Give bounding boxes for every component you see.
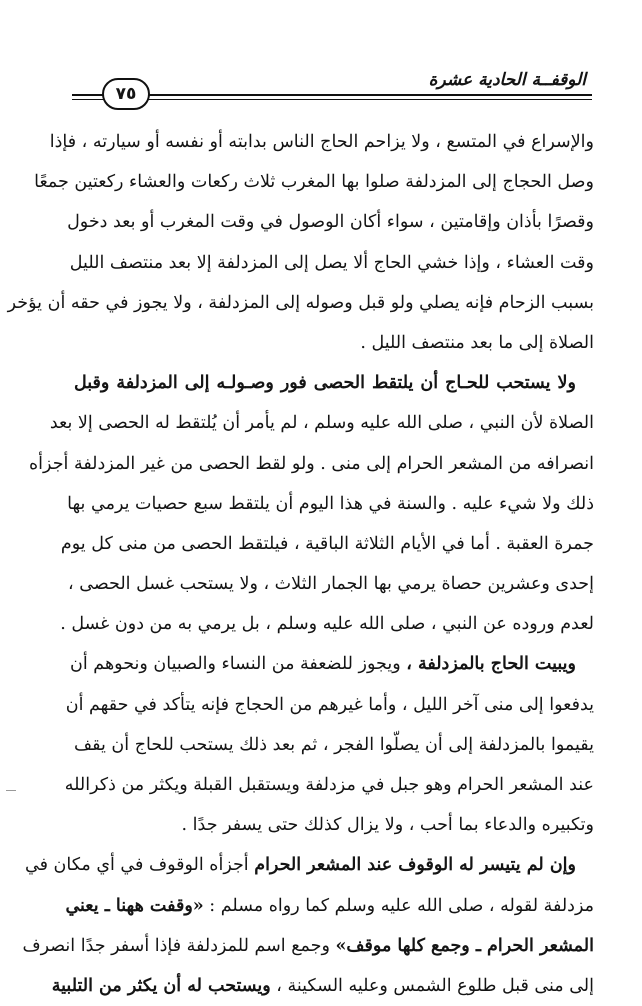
- margin-mark: [6, 790, 16, 791]
- paragraph-lead-line: [70, 644, 594, 684]
- page-number: ٧٥: [102, 78, 150, 110]
- text-line: بسبب الزحام فإنه يصلي ولو قبل وصوله إلى المزدلفة ، ولا يجوز في حقه أن يؤخر: [7, 292, 594, 313]
- running-title: الوقفــة الحادية عشرة: [419, 66, 586, 94]
- bold-phrase: وإن لم يتيسر له الوقوف عند المشعر الحرام: [254, 855, 576, 876]
- bold-phrase: ويبيت الحاج بالمزدلفة ،: [406, 654, 576, 675]
- paragraph-lead-line: ولا يستحب للحـاج أن يلتقط الحصى فور وصـولـه إلى المزدلفة وقبل: [74, 373, 576, 394]
- bold-phrase: المشعر الحرام ـ وجمع كلها موقف»: [335, 935, 594, 956]
- text-line: [65, 886, 594, 926]
- text-line: وقصرًا بأذان وإقامتين ، سواء أكان الوصول في وقت المغرب أو بعد دخول: [67, 212, 594, 233]
- bold-phrase: «وقفت ههنا ـ يعني: [65, 895, 204, 916]
- text-span: إلى منى قبل طلوع الشمس وعليه السكينة ،: [270, 975, 594, 996]
- text-line: جمرة العقبة . أما في الأيام الثلاثة الباقية ، فيلتقط الحصى من منى كل يوم: [60, 533, 594, 554]
- body-text: [7, 122, 594, 1006]
- text-span: مزدلفة لقوله ، صلى الله عليه وسلم كما رواه مسلم :: [203, 895, 594, 916]
- paragraph-lead-line: [25, 845, 594, 885]
- text-line: وصل الحجاج إلى المزدلفة صلوا بها المغرب ثلاث ركعات والعشاء ركعتين جمعًا: [34, 172, 594, 193]
- text-line: لعدم وروده عن النبي ، صلى الله عليه وسلم ، بل يرمي به من دون غسل .: [60, 614, 594, 635]
- text-line: ذلك ولا شيء عليه . والسنة في هذا اليوم أن يلتقط سبع حصيات يرمي بها: [67, 493, 594, 514]
- text-line: الصلاة لأن النبي ، صلى الله عليه وسلم ، لم يأمر أن يُلتقط له الحصى إلا بعد: [49, 413, 594, 434]
- text-line: [22, 926, 594, 966]
- text-line: يقيموا بالمزدلفة إلى أن يصلّوا الفجر ، ثم بعد ذلك يستحب للحاج أن يقف: [74, 734, 594, 755]
- text-span: وجمع اسم للمزدلفة فإذا أسفر جدًا انصرف: [22, 935, 336, 956]
- text-line: انصرافه من المشعر الحرام إلى منى . ولو لقط الحصى من غير المزدلفة أجزأه: [29, 453, 594, 474]
- text-line: يدفعوا إلى منى آخر الليل ، وأما غيرهم من الحجاج فإنه يتأكد في حقهم أن: [65, 694, 594, 715]
- header-rule-thin: [72, 99, 592, 100]
- text-line: وقت العشاء ، وإذا خشي الحاج ألا يصل إلى المزدلفة إلا بعد منتصف الليل: [69, 252, 594, 273]
- text-span: أجزأه الوقوف في أي مكان في: [25, 855, 255, 876]
- header-rule: [72, 94, 592, 96]
- text-line: إحدى وعشرين حصاة يرمي بها الجمار الثلاث ، ولا يستحب غسل الحصى ،: [68, 574, 594, 595]
- text-span: ويجوز للضعفة من النساء والصبيان ونحوهم أن: [70, 654, 407, 675]
- text-line: الصلاة إلى ما بعد منتصف الليل .: [360, 332, 594, 353]
- page-header: [72, 66, 592, 110]
- text-line: والإسراع في المتسع ، ولا يزاحم الحاج الناس بدابته أو نفسه أو سيارته ، فإذا: [49, 132, 594, 152]
- text-line: عند المشعر الحرام وهو جبل في مزدلفة ويستقبل القبلة ويكثر من ذكرالله: [64, 775, 594, 795]
- text-line: [51, 966, 594, 1006]
- bold-phrase: ويستحب له أن يكثر من التلبية: [51, 975, 271, 996]
- text-line: وتكبيره والدعاء بما أحب ، ولا يزال كذلك حتى يسفر جدًا .: [181, 815, 594, 836]
